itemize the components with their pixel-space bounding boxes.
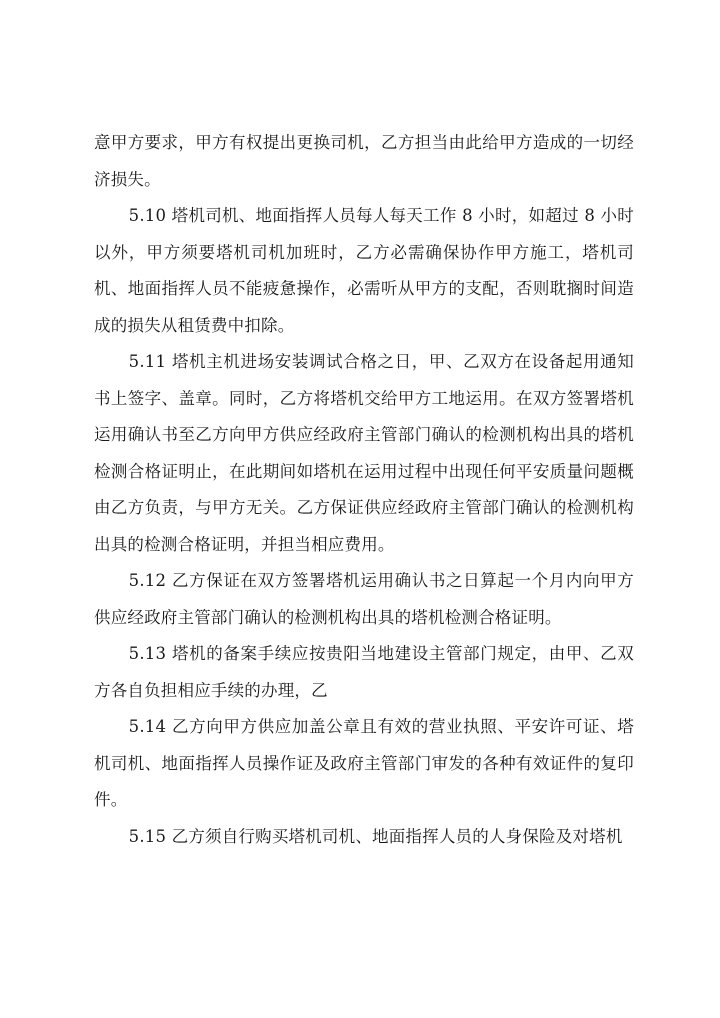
paragraph-clause-5-15: 5.15 乙方须自行购买塔机司机、地面指挥人员的人身保险及对塔机 bbox=[128, 826, 623, 846]
paragraph-clause-5-10: 5.10 塔机司机、地面指挥人员每人每天工作 8 小时，如超过 8 小时以外，甲方须要塔机司机加班时，乙方必需确保协作甲方施工，塔机司机、地面指挥人员不能疲惫操作，必需听从甲方的支配，否则耽搁时间造成的损失从租赁费中扣除。 bbox=[94, 206, 634, 335]
document-body bbox=[94, 125, 634, 855]
paragraph-continuation: 意甲方要求，甲方有权提出更换司机，乙方担当由此给甲方造成的一切经济损失。 bbox=[94, 133, 634, 189]
paragraph-clause-5-12: 5.12 乙方保证在双方签署塔机运用确认书之日算起一个月内向甲方供应经政府主管部门确认的检测机构出具的塔机检测合格证明。 bbox=[94, 571, 634, 627]
paragraph-clause-5-14: 5.14 乙方向甲方供应加盖公章且有效的营业执照、平安许可证、塔机司机、地面指挥人员操作证及政府主管部门审发的各种有效证件的复印件。 bbox=[94, 717, 634, 809]
paragraph-clause-5-13: 5.13 塔机的备案手续应按贵阳当地建设主管部门规定，由甲、乙双方各自负担相应手续的办理，乙 bbox=[94, 644, 634, 700]
paragraph-clause-5-11: 5.11 塔机主机进场安装调试合格之日，甲、乙双方在设备起用通知书上签字、盖章。同时，乙方将塔机交给甲方工地运用。在双方签署塔机运用确认书至乙方向甲方供应经政府主管部门确认的检测机构出具的塔机检测合格证明止，在此期间如塔机在运用过程中出现任何平安质量问题概由乙方负责，与甲方无关。乙方保证供应经政府主管部门确认的检测机构出具的检测合格证明，并担当相应费用。 bbox=[94, 352, 634, 554]
